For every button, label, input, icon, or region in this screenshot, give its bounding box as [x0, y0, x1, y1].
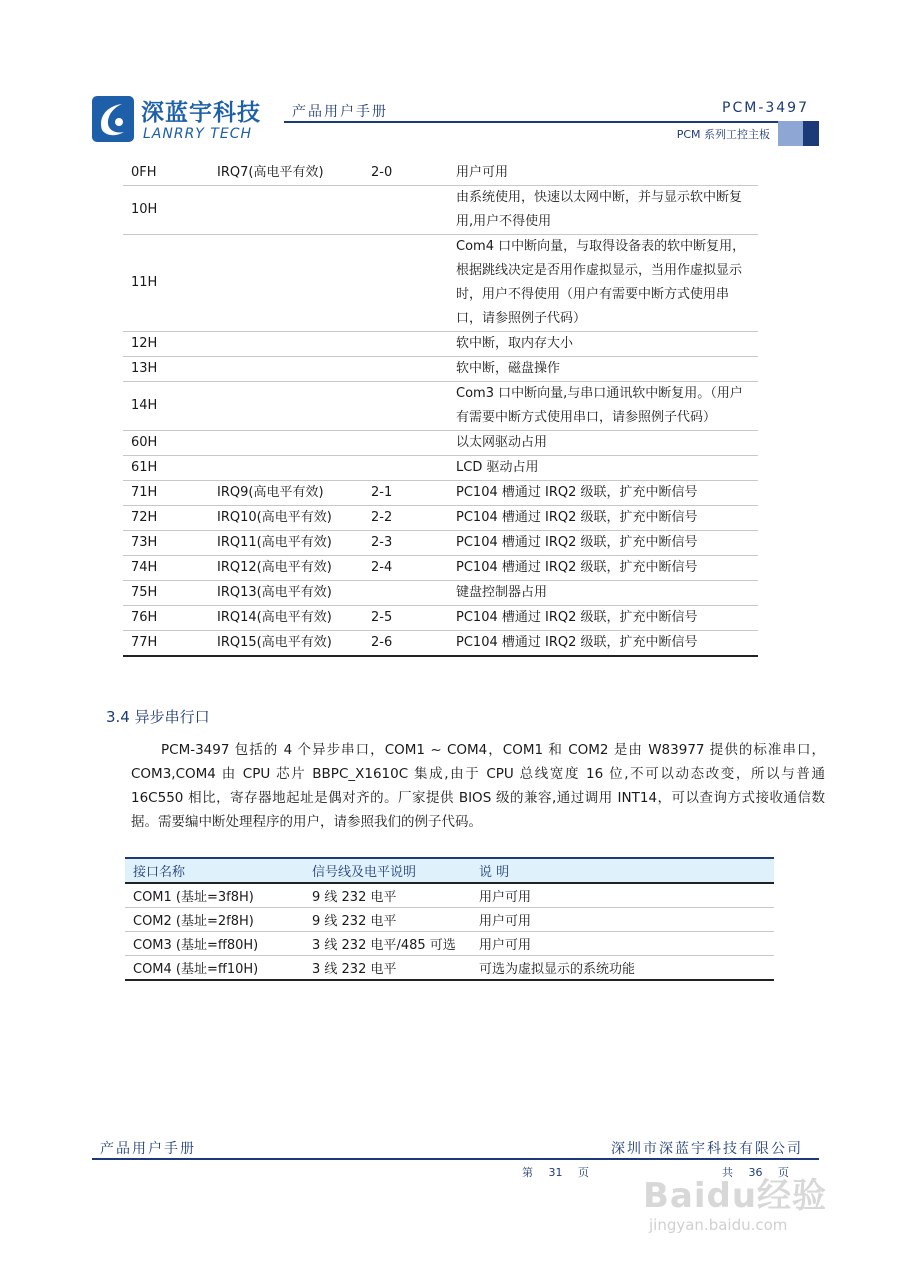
irq-line-cell — [209, 235, 363, 332]
irq-table-row — [123, 531, 758, 556]
irq-jumper-cell: 2-5 — [363, 606, 448, 631]
com-table-row — [125, 932, 774, 956]
irq-line-cell — [209, 332, 363, 357]
com-signal-cell: 9 线 232 电平 — [304, 908, 471, 932]
irq-table-row — [123, 161, 758, 186]
irq-line-cell — [209, 357, 363, 382]
irq-desc-cell: 软中断，取内存大小 — [448, 332, 758, 357]
irq-line-cell: IRQ11(高电平有效) — [209, 531, 363, 556]
com-table-header-row — [125, 858, 774, 883]
irq-table-row — [123, 332, 758, 357]
com-signal-cell: 9 线 232 电平 — [304, 883, 471, 908]
irq-desc-cell: LCD 驱动占用 — [448, 456, 758, 481]
irq-jumper-cell — [363, 235, 448, 332]
irq-table-row — [123, 481, 758, 506]
irq-line-cell: IRQ9(高电平有效) — [209, 481, 363, 506]
irq-desc-cell: 由系统使用，快速以太网中断，并与显示软中断复用,用户不得使用 — [448, 186, 758, 235]
irq-table — [123, 161, 758, 657]
irq-jumper-cell — [363, 382, 448, 431]
com-name-cell: COM3 (基址=ff80H) — [125, 932, 304, 956]
company-name-cn: 深蓝宇科技 — [141, 100, 261, 126]
footer-company: 深圳市深蓝宇科技有限公司 — [611, 1141, 803, 1157]
irq-vector-cell: 74H — [123, 556, 209, 581]
com-table-row — [125, 956, 774, 981]
irq-vector-cell: 60H — [123, 431, 209, 456]
irq-desc-cell: Com3 口中断向量,与串口通讯软中断复用。（用户有需要中断方式使用串口，请参照例子代码） — [448, 382, 758, 431]
irq-jumper-cell: 2-0 — [363, 161, 448, 186]
irq-vector-cell: 10H — [123, 186, 209, 235]
com-desc-cell: 用户可用 — [471, 932, 774, 956]
page-number-current: 第 31 页 — [522, 1166, 589, 1179]
irq-jumper-cell — [363, 581, 448, 606]
irq-desc-cell: 用户可用 — [448, 161, 758, 186]
irq-line-cell — [209, 456, 363, 481]
irq-table-row — [123, 357, 758, 382]
irq-table-row — [123, 631, 758, 657]
watermark-url: jingyan.baidu.com — [649, 1216, 788, 1234]
irq-line-cell — [209, 431, 363, 456]
com-signal-cell: 3 线 232 电平/485 可选 — [304, 932, 471, 956]
irq-vector-cell: 11H — [123, 235, 209, 332]
irq-vector-cell: 77H — [123, 631, 209, 657]
irq-vector-cell: 76H — [123, 606, 209, 631]
irq-vector-cell: 0FH — [123, 161, 209, 186]
irq-table-row — [123, 581, 758, 606]
irq-jumper-cell — [363, 431, 448, 456]
header-rule — [284, 121, 819, 123]
footer-rule — [92, 1158, 819, 1160]
irq-table-row — [123, 235, 758, 332]
com-desc-cell: 用户可用 — [471, 908, 774, 932]
irq-jumper-cell: 2-1 — [363, 481, 448, 506]
irq-jumper-cell — [363, 456, 448, 481]
com-header-name: 接口名称 — [125, 858, 304, 883]
com-header-signal: 信号线及电平说明 — [304, 858, 471, 883]
irq-vector-cell: 61H — [123, 456, 209, 481]
irq-line-cell: IRQ13(高电平有效) — [209, 581, 363, 606]
irq-table-row — [123, 382, 758, 431]
com-desc-cell: 用户可用 — [471, 883, 774, 908]
header-accent-block-light — [778, 121, 803, 146]
irq-table-row — [123, 431, 758, 456]
section-paragraph — [131, 738, 825, 834]
irq-line-cell — [209, 186, 363, 235]
irq-vector-cell: 12H — [123, 332, 209, 357]
irq-vector-cell: 14H — [123, 382, 209, 431]
irq-line-cell: IRQ15(高电平有效) — [209, 631, 363, 657]
irq-desc-cell: 软中断，磁盘操作 — [448, 357, 758, 382]
irq-table-row — [123, 186, 758, 235]
section-paragraph-text: PCM-3497 包括的 4 个异步串口，COM1 ~ COM4，COM1 和 COM2 是由 W83977 提供的标准串口，COM3,COM4 由 CPU 芯片 BBPC_X1610C 集成,由于 CPU 总线宽度 16 位,不可以动态改变，所以与普通 16C550 相比，寄存器地起址是偶对齐的。厂家提供 BIOS 级的兼容,通过调用 INT14，可以查询方式接收通信数据。需要编中断处理程序的用户，请参照我们的例子代码。 — [131, 742, 825, 830]
irq-desc-cell: Com4 口中断向量，与取得设备表的软中断复用，根据跳线决定是否用作虚拟显示，当用作虚拟显示时，用户不得使用（用户有需要中断方式使用串口，请参照例子代码） — [448, 235, 758, 332]
com-name-cell: COM4 (基址=ff10H) — [125, 956, 304, 981]
irq-desc-cell: 以太网驱动占用 — [448, 431, 758, 456]
irq-desc-cell: PC104 槽通过 IRQ2 级联，扩充中断信号 — [448, 631, 758, 657]
com-header-desc: 说 明 — [471, 858, 774, 883]
irq-vector-cell: 13H — [123, 357, 209, 382]
com-name-cell: COM2 (基址=2f8H) — [125, 908, 304, 932]
irq-desc-cell: PC104 槽通过 IRQ2 级联，扩充中断信号 — [448, 531, 758, 556]
irq-jumper-cell: 2-3 — [363, 531, 448, 556]
header-subtitle: PCM 系列工控主板 — [676, 128, 770, 141]
irq-desc-cell: PC104 槽通过 IRQ2 级联，扩充中断信号 — [448, 506, 758, 531]
irq-jumper-cell: 2-2 — [363, 506, 448, 531]
com-table-row — [125, 908, 774, 932]
com-desc-cell: 可选为虚拟显示的系统功能 — [471, 956, 774, 981]
irq-desc-cell: PC104 槽通过 IRQ2 级联，扩充中断信号 — [448, 556, 758, 581]
page-number-total: 共 36 页 — [722, 1166, 789, 1179]
header-accent-block-dark — [803, 121, 819, 146]
com-signal-cell: 3 线 232 电平 — [304, 956, 471, 981]
irq-table-row — [123, 456, 758, 481]
header-model: PCM-3497 — [722, 100, 809, 116]
footer-doc-title: 产品用户手册 — [100, 1141, 196, 1157]
irq-line-cell — [209, 382, 363, 431]
irq-vector-cell: 71H — [123, 481, 209, 506]
irq-jumper-cell — [363, 186, 448, 235]
section-title: 3.4 异步串行口 — [106, 708, 210, 726]
irq-table-row — [123, 506, 758, 531]
irq-jumper-cell: 2-6 — [363, 631, 448, 657]
irq-line-cell: IRQ14(高电平有效) — [209, 606, 363, 631]
irq-desc-cell: PC104 槽通过 IRQ2 级联，扩充中断信号 — [448, 606, 758, 631]
irq-jumper-cell — [363, 332, 448, 357]
irq-vector-cell: 75H — [123, 581, 209, 606]
irq-vector-cell: 73H — [123, 531, 209, 556]
header-doc-title: 产品用户手册 — [292, 104, 388, 120]
irq-vector-cell: 72H — [123, 506, 209, 531]
irq-table-row — [123, 556, 758, 581]
irq-jumper-cell: 2-4 — [363, 556, 448, 581]
com-name-cell: COM1 (基址=3f8H) — [125, 883, 304, 908]
com-table-row — [125, 883, 774, 908]
irq-table-row — [123, 606, 758, 631]
irq-desc-cell: PC104 槽通过 IRQ2 级联，扩充中断信号 — [448, 481, 758, 506]
watermark-brand: Baidu经验 — [643, 1176, 828, 1216]
irq-desc-cell: 键盘控制器占用 — [448, 581, 758, 606]
company-logo-icon — [92, 96, 134, 142]
irq-line-cell: IRQ10(高电平有效) — [209, 506, 363, 531]
baidu-watermark — [643, 1164, 853, 1244]
company-name-en: LANRRY TECH — [143, 126, 253, 142]
irq-line-cell: IRQ12(高电平有效) — [209, 556, 363, 581]
com-port-table — [125, 857, 774, 981]
irq-jumper-cell — [363, 357, 448, 382]
irq-line-cell: IRQ7(高电平有效) — [209, 161, 363, 186]
